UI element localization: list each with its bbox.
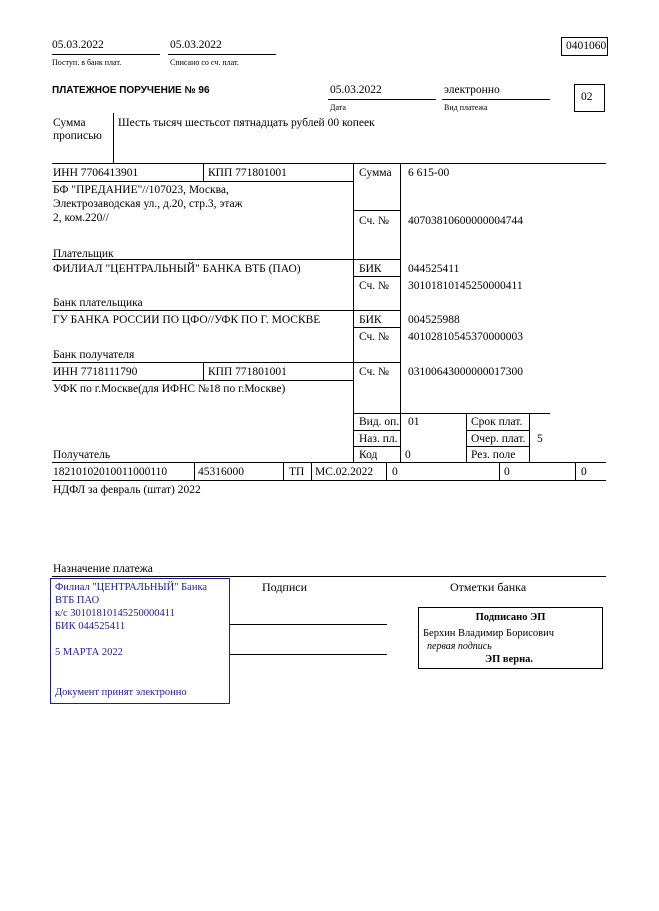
payment-type-label: Вид платежа: [444, 103, 488, 112]
divider: [400, 163, 401, 462]
sum-label: Сумма: [359, 167, 392, 179]
op-type: 01: [408, 416, 420, 428]
payer-bank-name: ФИЛИАЛ "ЦЕНТРАЛЬНЫЙ" БАНКА ВТБ (ПАО): [53, 263, 301, 275]
payer-label: Плательщик: [53, 248, 114, 260]
date-label: Дата: [330, 103, 346, 112]
stamp-line-4: БИК 044525411: [55, 621, 126, 632]
payee-bank-label: Банк получателя: [53, 349, 135, 361]
amount-words-value: Шесть тысяч шестьсот пятнадцать рублей 00 копеек: [118, 117, 375, 129]
bank-stamp: [50, 578, 230, 704]
payment-type: электронно: [444, 84, 500, 96]
divider: [353, 430, 400, 431]
received-date: 05.03.2022: [52, 39, 104, 51]
tax-doc-number: 0: [392, 466, 398, 478]
divider: [466, 413, 467, 462]
form-code-box: [561, 37, 608, 56]
divider: [466, 430, 529, 431]
divider: [353, 210, 400, 211]
document-title: ПЛАТЕЖНОЕ ПОРУЧЕНИЕ № 96: [52, 85, 210, 96]
divider: [499, 462, 500, 480]
stamp-line-3: к/с 30101810145250000411: [55, 608, 175, 619]
tax-doc-date: 0: [504, 466, 510, 478]
sum-value: 6 615-00: [408, 167, 450, 179]
payee-kpp: КПП 771801001: [208, 366, 287, 378]
signatures-label: Подписи: [262, 580, 308, 594]
document-date: 05.03.2022: [330, 84, 382, 96]
divider: [203, 362, 204, 380]
tax-basis: ТП: [289, 466, 305, 478]
purpose-text: НДФЛ за февраль (штат) 2022: [53, 484, 201, 496]
divider: [52, 310, 400, 311]
amount-words-label-1: Сумма: [53, 117, 86, 129]
divider: [52, 362, 400, 363]
esign-title: Подписано ЭП: [475, 612, 546, 623]
payee-label: Получатель: [53, 449, 111, 461]
divider: [52, 480, 606, 481]
esign-verified: ЭП верна.: [485, 654, 534, 665]
divider: [113, 113, 114, 163]
divider: [52, 380, 353, 381]
divider: [283, 462, 284, 480]
divider: [168, 54, 276, 55]
payer-name-line-3: 2, ком.220//: [53, 212, 109, 224]
divider: [52, 54, 160, 55]
purpose-label: Назначение платежа: [53, 563, 153, 575]
divider: [353, 327, 400, 328]
amount-words-label-2: прописью: [53, 130, 102, 142]
divider: [311, 462, 312, 480]
esign-box: [418, 607, 603, 669]
divider: [353, 163, 354, 462]
code-label: Код: [359, 449, 378, 461]
bank-marks-label: Отметки банка: [450, 580, 527, 594]
payee-account-label: Сч. №: [359, 366, 390, 378]
esign-role: первая подпись: [427, 641, 492, 652]
divider: [52, 163, 606, 164]
tax-period: МС.02.2022: [315, 466, 374, 478]
payer-bank-label: Банк плательщика: [53, 297, 143, 309]
code: 0: [405, 449, 411, 461]
signature-line: [229, 654, 387, 655]
divider: [52, 259, 400, 260]
order: 5: [537, 433, 543, 445]
payee-bank-name: ГУ БАНКА РОССИИ ПО ЦФО//УФК ПО Г. МОСКВЕ: [53, 314, 321, 326]
divider: [353, 413, 550, 414]
stamp-footer: Документ принят электронно: [55, 687, 187, 698]
divider: [442, 99, 550, 100]
divider: [52, 576, 606, 577]
payee-bik: 004525988: [408, 314, 460, 326]
payer-inn: ИНН 7706413901: [53, 167, 139, 179]
payee-name: УФК по г.Москве(для ИФНС №18 по г.Москве): [53, 383, 286, 395]
tax-oktmo: 45316000: [198, 466, 244, 478]
form-code: 0401060: [566, 40, 607, 52]
stamp-date: 5 МАРТА 2022: [55, 647, 123, 658]
status-code: 02: [581, 91, 593, 103]
payer-account: 40703810600000004744: [408, 215, 523, 227]
payer-kpp: КПП 771801001: [208, 167, 287, 179]
payee-bank-account-label: Сч. №: [359, 331, 390, 343]
due-label: Срок плат.: [471, 416, 523, 428]
divider: [203, 163, 204, 181]
divider: [386, 462, 387, 480]
payer-account-label: Сч. №: [359, 215, 390, 227]
payer-bank-account: 30101810145250000411: [408, 280, 523, 292]
divider: [194, 462, 195, 480]
payee-bik-label: БИК: [359, 314, 382, 326]
divider: [52, 181, 353, 182]
tax-type: 0: [581, 466, 587, 478]
payer-name-line-2: Электрозаводская ул., д.20, стр.3, этаж: [53, 198, 243, 210]
order-label: Очер. плат.: [471, 433, 526, 445]
payer-bank-account-label: Сч. №: [359, 280, 390, 292]
divider: [52, 462, 606, 463]
debited-label: Списано со сч. плат.: [170, 58, 239, 67]
reserve-label: Рез. поле: [471, 449, 516, 461]
payee-account: 03100643000000017300: [408, 366, 523, 378]
payee-bank-account: 40102810545370000003: [408, 331, 523, 343]
tax-kbk: 18210102010011000110: [53, 466, 168, 478]
stamp-line-1: Филиал "ЦЕНТРАЛЬНЫЙ" Банка: [55, 582, 208, 593]
payer-name-line-1: БФ "ПРЕДАНИЕ"//107023, Москва,: [53, 184, 229, 196]
purpose-code-label: Наз. пл.: [359, 433, 398, 445]
stamp-line-2: ВТБ ПАО: [55, 595, 100, 606]
received-label: Поступ. в банк плат.: [52, 58, 122, 67]
debited-date: 05.03.2022: [170, 39, 222, 51]
divider: [328, 99, 436, 100]
divider: [466, 446, 529, 447]
op-type-label: Вид. оп.: [359, 416, 400, 428]
payer-bik-label: БИК: [359, 263, 382, 275]
divider: [353, 446, 400, 447]
payee-inn: ИНН 7718111790: [53, 366, 138, 378]
status-box: [574, 84, 605, 112]
signature-line: [229, 624, 387, 625]
esign-name: Берхин Владимир Борисович: [423, 628, 554, 639]
divider: [353, 276, 400, 277]
divider: [529, 413, 530, 462]
payer-bik: 044525411: [408, 263, 460, 275]
divider: [575, 462, 576, 480]
